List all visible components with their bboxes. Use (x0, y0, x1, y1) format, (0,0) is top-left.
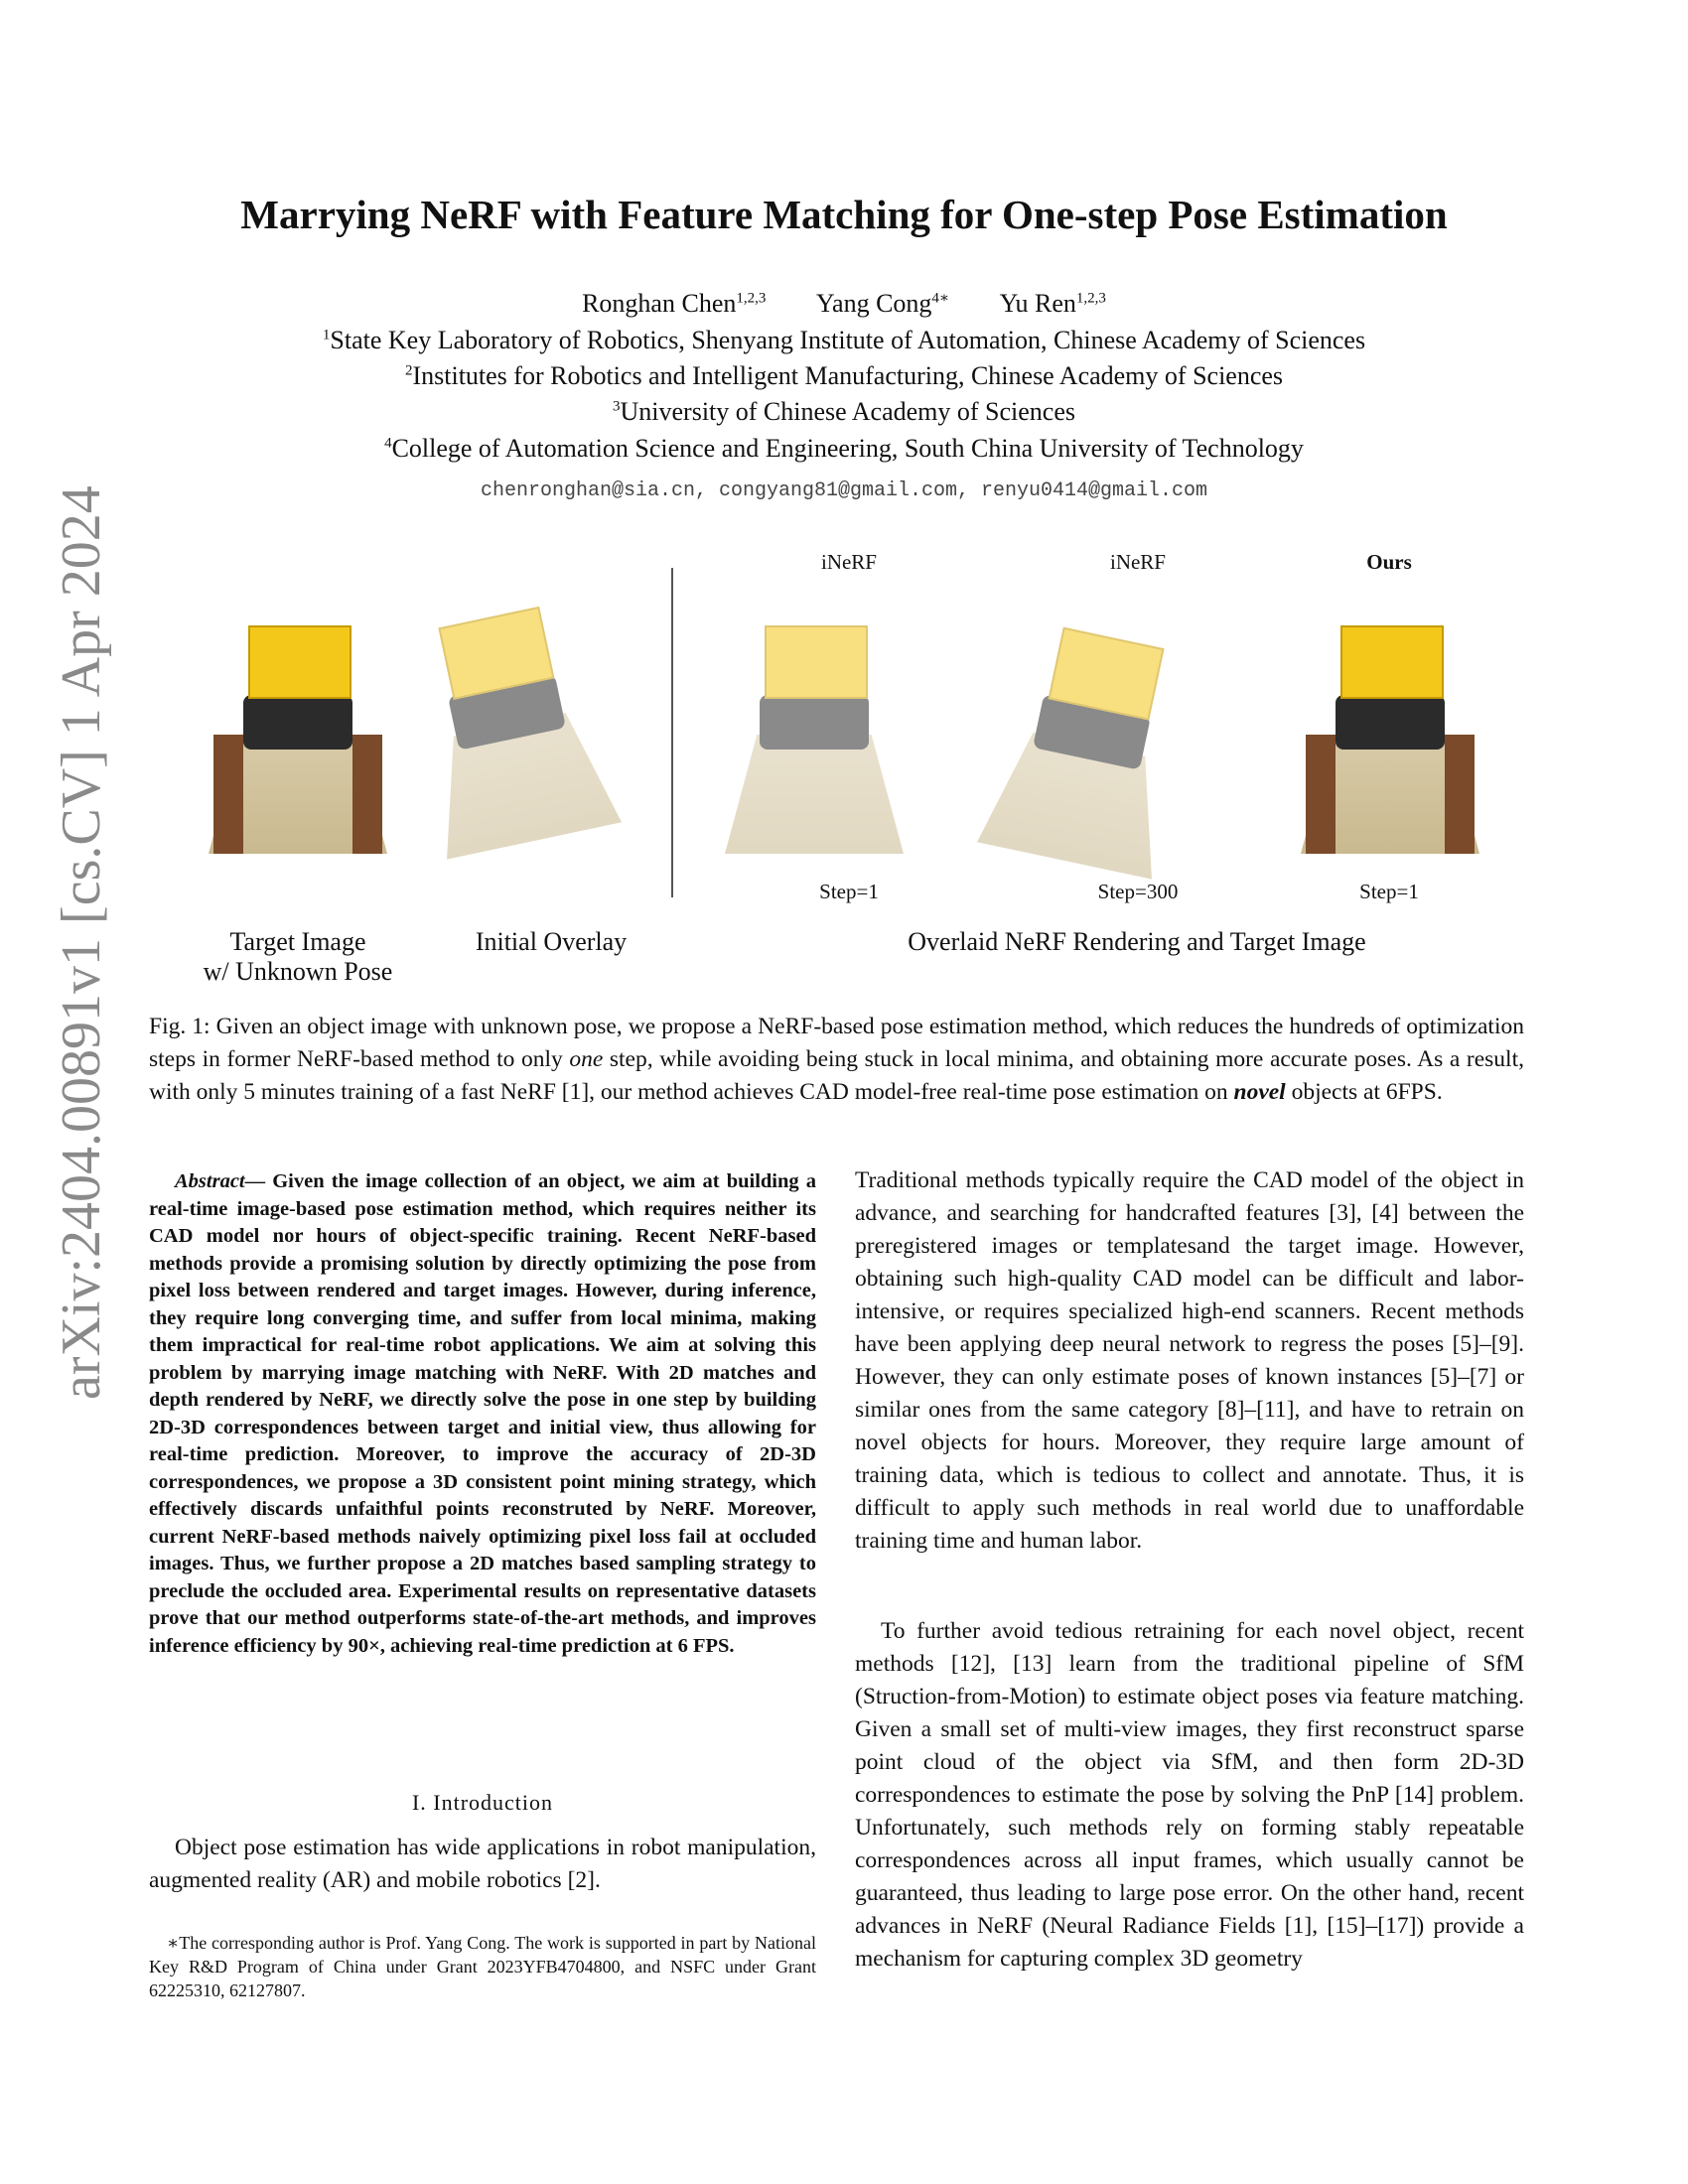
affiliation (0, 326, 1688, 355)
caption-emph: one (569, 1046, 604, 1072)
aff-sup: 4 (384, 435, 392, 452)
step-label: Step=1 (819, 880, 879, 903)
figure-column-label: iNeRF (1109, 550, 1166, 574)
step-label: Step=1 (1359, 880, 1419, 903)
abstract-text: Given the image collection of an object, we aim at building a real-time image-based pose estimation method, which requires neither its CAD model nor hours of object-specific training. Recent NeRF-based methods provide a promising solution by directly optimizing the pose from pixel loss between rendered and target images. However, during inference, they require long converging time, and suffer from local minima, making them impractical for real-time robot applications. We aim at solving this problem by marrying image matching with NeRF. With 2D matches and depth rendered by NeRF, we directly solve the pose in one step by building 2D-3D correspondences between target and initial view, thus allowing for real-time prediction. Moreover, to improve the accuracy of 2D-3D correspondences, we propose a 3D consistent point mining strategy, which effectively discards unfaithful points reconstruted by NeRF. Moreover, current NeRF-based methods naively optimizing pixel loss fail at occluded images. Thus, we further propose a 2D matches based sampling strategy to preclude the occluded area. Experimental results on representative datasets prove that our method outperforms state-of-the-art methods, and improves inference efficiency by 90×, achieving real-time prediction at 6 FPS. (149, 1170, 816, 1657)
author-name: Yang Cong (815, 288, 932, 318)
author (816, 289, 949, 318)
body-paragraph: Traditional methods typically require the CAD model of the object in advance, and searching for handcrafted features [3], [4] between the preregistered images or templatesand the target image. However, obtaining such high-quality CAD model can be difficult and labor-intensive, or requires specialized high-end scanners. Recent methods have been applying deep neural network to regress the poses [5]–[9]. However, they can only estimate poses of known instances [5]–[7] or similar ones from the same category [8]–[11], and have to retrain on novel objects for hours. Moreover, they require large amount of training data, which is tedious to collect and annotate. Thus, it is difficult to apply such methods in real world due to unaffordable training time and human labor. (855, 1167, 1524, 1554)
aff-text: University of Chinese Academy of Sciences (620, 397, 1075, 426)
aff-sup: 1 (322, 327, 331, 343)
figure-column-label: iNeRF (820, 550, 877, 574)
caption-emph: novel (1233, 1079, 1286, 1105)
figure-caption (149, 1011, 1524, 1109)
caption-text: objects at 6FPS. (1285, 1079, 1443, 1105)
section-heading: I. Introduction (411, 1790, 554, 1815)
body-paragraph: To further avoid tedious retraining for each novel object, recent methods [12], [13] learn from the traditional pipeline of SfM (Struction-from-Motion) to estimate object poses via feature matching. Given a small set of multi-view images, they first reconstruct sparse point cloud of the object via SfM, and then form 2D-3D correspondences to estimate the pose by solving the PnP [14] problem. Unfortunately, such methods rely on forming stably repeatable correspondences across all input frames, which usually cannot be guaranteed, thus leading to large pose error. On the other hand, recent advances in NeRF (Neural Radiance Fields [1], [15]–[17]) provide a mechanism for capturing complex 3D geometry (855, 1618, 1524, 1972)
intro-paragraph: Object pose estimation has wide applications in robot manipulation, augmented reality (AR) and mobile robotics [2]. (149, 1835, 816, 1893)
label-initial-overlay: Initial Overlay (475, 927, 628, 956)
target-image (199, 586, 397, 854)
arxiv-watermark: arXiv:2404.00891v1 [cs.CV] 1 Apr 2024 (51, 485, 112, 1400)
author (582, 289, 766, 318)
step-label: Step=300 (1097, 880, 1179, 903)
author-sup: 1,2,3 (1075, 290, 1106, 306)
inerf-step1-image (715, 586, 914, 854)
aff-text: Institutes for Robotics and Intelligent Manufacturing, Chinese Academy of Sciences (412, 361, 1284, 390)
aff-sup: 3 (613, 398, 621, 415)
author-sup: 4∗ (931, 290, 950, 306)
figure-divider (671, 568, 673, 897)
initial-overlay-image (381, 558, 632, 862)
author-name: Yu Ren (999, 288, 1076, 318)
abstract (149, 1168, 816, 1660)
author-name: Ronghan Chen (582, 288, 737, 318)
author-sup: 1,2,3 (736, 290, 767, 306)
abstract-dash: — (244, 1170, 273, 1192)
aff-text: College of Automation Science and Engineering, South China University of Technology (391, 434, 1304, 463)
affiliation (0, 361, 1688, 391)
abstract-label: Abstract (175, 1170, 245, 1192)
caption-text: step, while avoiding being stuck in local minima, and obtaining more accurate poses. As a result, with only 5 minutes training of a fast NeRF [1], our method achieves CAD model-free real-time pose estimation on (149, 1046, 1524, 1105)
label-line: w/ Unknown Pose (203, 957, 393, 986)
aff-sup: 2 (404, 362, 413, 379)
author-list (0, 288, 1688, 319)
label-overlaid: Overlaid NeRF Rendering and Target Image (908, 927, 1366, 956)
figure-column-label: Ours (1366, 550, 1412, 574)
inerf-step300-image (967, 578, 1217, 882)
affiliation (0, 397, 1688, 427)
author-emails: chenronghan@sia.cn, congyang81@gmail.com, renyu0414@gmail.com (480, 479, 1208, 502)
caption-text: Fig. 1: Given an object image with unknown pose, we propose a NeRF-based pose estimation method, which reduces the hundreds of optimization steps in former NeRF-based method to only (149, 1014, 1524, 1072)
aff-text: State Key Laboratory of Robotics, Shenyang Institute of Automation, Chinese Academy of Sciences (330, 326, 1366, 354)
ours-step1-image (1291, 586, 1489, 854)
author (1000, 289, 1106, 318)
label-target-image (149, 927, 447, 987)
label-line: Target Image (229, 927, 366, 956)
footnote: ∗The corresponding author is Prof. Yang Cong. The work is supported in part by National Key R&D Program of China under Grant 2023YFB4704800, and NSFC under Grant 62225310, 62127807. (149, 1933, 816, 2000)
affiliation (0, 434, 1688, 464)
paper-title: Marrying NeRF with Feature Matching for One-step Pose Estimation (240, 192, 1448, 237)
